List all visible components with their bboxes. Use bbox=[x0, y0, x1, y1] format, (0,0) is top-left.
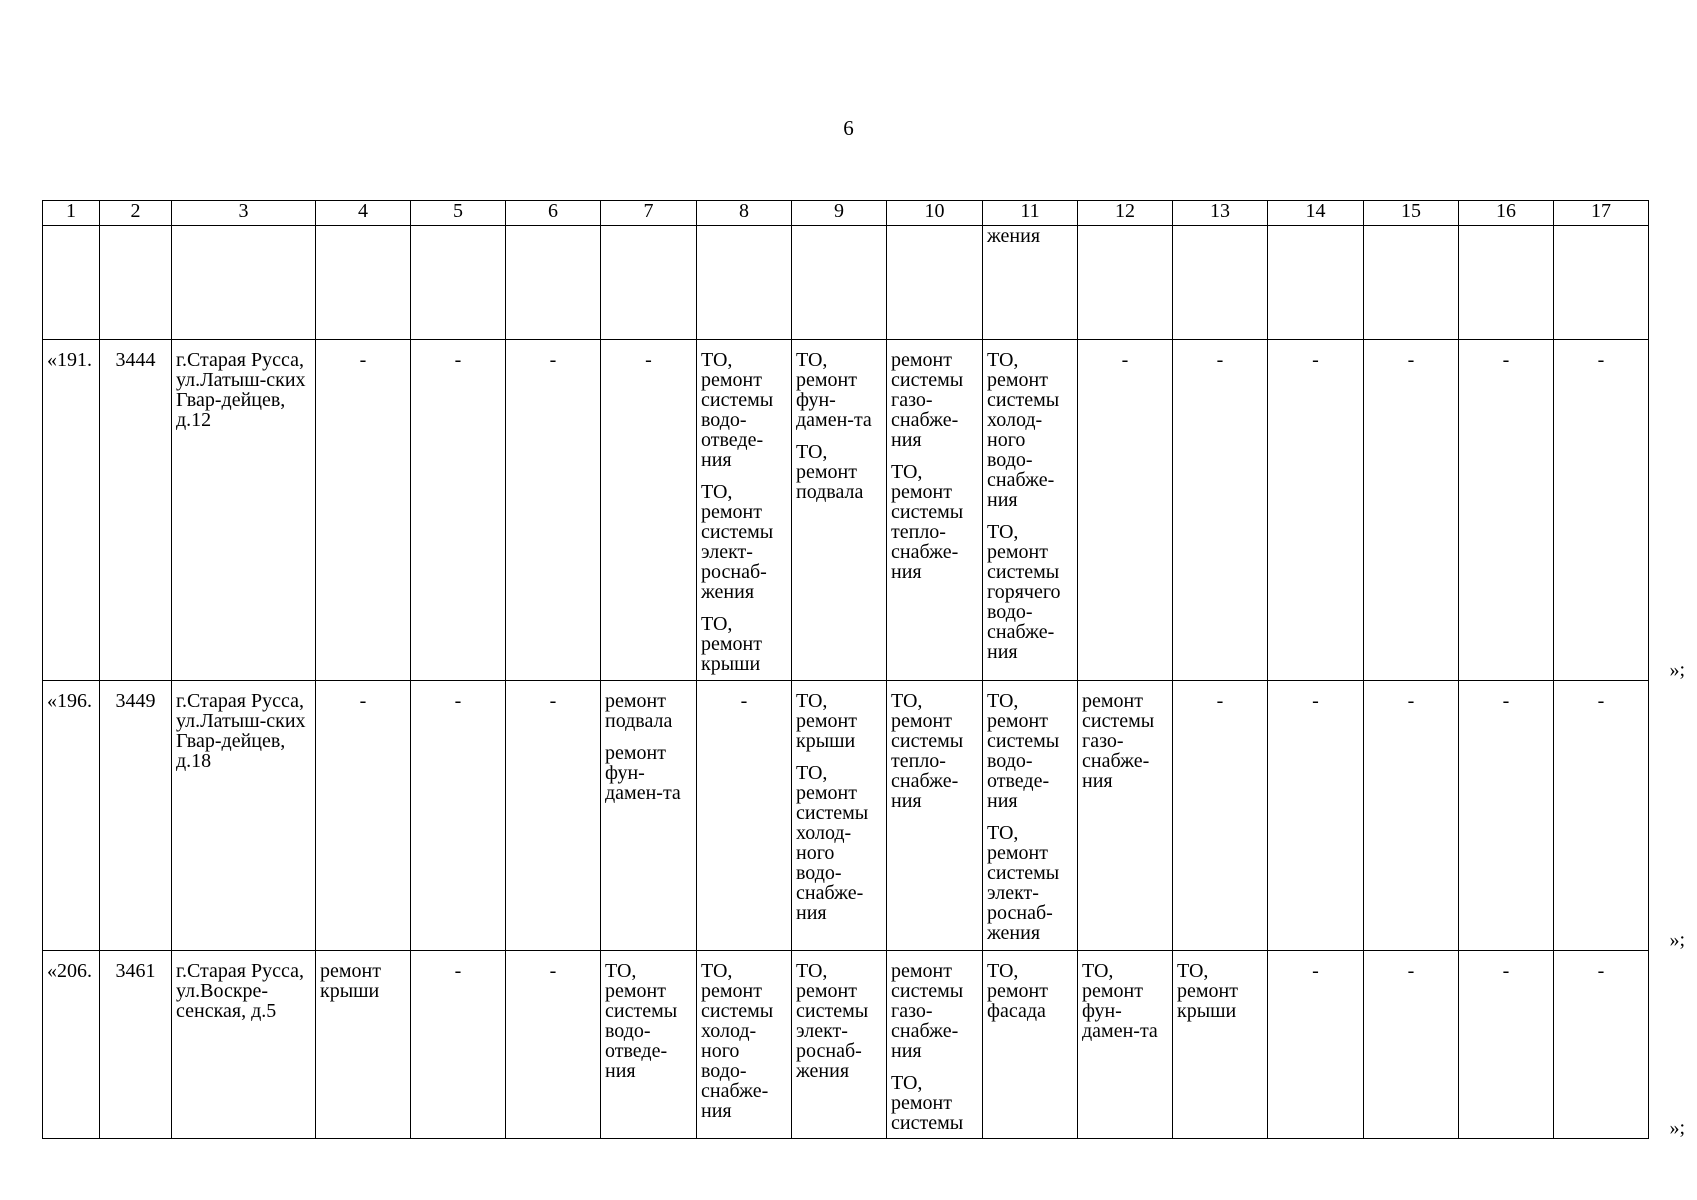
table-cell bbox=[506, 226, 601, 340]
cell-text: - bbox=[549, 960, 557, 982]
row-closing-quote: »; bbox=[1669, 929, 1685, 951]
cell-text: ТО, ремонт системы горячего водо-снабже-ния bbox=[987, 521, 1061, 663]
table-cell bbox=[601, 226, 697, 340]
cell-text: «206. bbox=[47, 960, 92, 982]
cell-text: - bbox=[1597, 349, 1605, 371]
table-cell bbox=[411, 681, 506, 951]
table-cell bbox=[506, 681, 601, 951]
table-cell bbox=[1554, 340, 1649, 681]
cell-text: - bbox=[1502, 960, 1510, 982]
cell-text: - bbox=[1597, 960, 1605, 982]
cell-text: - bbox=[645, 349, 652, 371]
row-closing-quote: »; bbox=[1669, 1117, 1685, 1139]
works-table bbox=[42, 200, 1649, 1139]
table-cell bbox=[1078, 681, 1173, 951]
header-cell: 4 bbox=[316, 201, 411, 226]
cell-text: ТО, ремонт системы элект-роснаб-жения bbox=[987, 822, 1060, 944]
header-cell: 2 bbox=[100, 201, 172, 226]
table-cell bbox=[983, 681, 1078, 951]
table-cell bbox=[100, 226, 172, 340]
table-cell bbox=[1173, 951, 1268, 1139]
header-cell: 12 bbox=[1078, 201, 1173, 226]
table-cell bbox=[601, 340, 697, 681]
header-cell: 13 bbox=[1173, 201, 1268, 226]
table-cell bbox=[100, 951, 172, 1139]
cell-text: - bbox=[359, 690, 367, 712]
table-cell bbox=[1459, 340, 1554, 681]
cell-text: 3444 bbox=[115, 349, 156, 371]
cell-text: - bbox=[454, 960, 462, 982]
table-row bbox=[43, 226, 1649, 340]
cell-text: ТО, ремонт системы водо-отведе-ния bbox=[605, 960, 678, 1082]
cell-text: ТО, ремонт системы bbox=[891, 1072, 964, 1134]
table-cell bbox=[601, 681, 697, 951]
table-cell bbox=[43, 681, 100, 951]
table-cell bbox=[1078, 951, 1173, 1139]
table-cell bbox=[983, 226, 1078, 340]
cell-text: ТО, ремонт системы тепло-снабже-ния bbox=[891, 461, 964, 583]
table-cell bbox=[887, 951, 983, 1139]
table-cell bbox=[792, 681, 887, 951]
header-cell: 17 bbox=[1554, 201, 1649, 226]
cell-text: ТО, ремонт крыши bbox=[796, 690, 857, 752]
table-cell bbox=[100, 340, 172, 681]
cell-text: - bbox=[1312, 349, 1319, 371]
cell-text: - bbox=[1121, 349, 1129, 371]
cell-text: - bbox=[1312, 960, 1319, 982]
table-cell bbox=[1173, 226, 1268, 340]
table-cell bbox=[1364, 681, 1459, 951]
header-cell: 10 bbox=[887, 201, 983, 226]
table-cell bbox=[792, 951, 887, 1139]
table-cell bbox=[1268, 340, 1364, 681]
cell-text: - bbox=[740, 690, 748, 712]
table-cell bbox=[43, 226, 100, 340]
table-cell bbox=[172, 340, 316, 681]
cell-text: - bbox=[1502, 690, 1510, 712]
cell-text: ТО, ремонт системы элект-роснаб-жения bbox=[796, 960, 869, 1082]
table-cell bbox=[1364, 340, 1459, 681]
cell-text: - bbox=[1407, 960, 1415, 982]
table-cell bbox=[1554, 226, 1649, 340]
cell-text: - bbox=[1597, 690, 1605, 712]
table-cell bbox=[1173, 681, 1268, 951]
table-cell bbox=[316, 226, 411, 340]
table-cell bbox=[887, 681, 983, 951]
cell-text: ТО, ремонт системы элект-роснаб-жения bbox=[701, 481, 774, 603]
cell-text: ТО, ремонт крыши bbox=[1177, 960, 1238, 1022]
table-cell bbox=[792, 226, 887, 340]
cell-text: ТО, ремонт фун-дамен-та bbox=[1082, 960, 1158, 1042]
table-cell bbox=[1459, 681, 1554, 951]
row-closing-quote: »; bbox=[1669, 659, 1685, 681]
table-row bbox=[43, 951, 1649, 1139]
table-cell bbox=[983, 951, 1078, 1139]
table-cell bbox=[1078, 226, 1173, 340]
header-cell: 15 bbox=[1364, 201, 1459, 226]
cell-text: - bbox=[359, 349, 367, 371]
cell-text: ТО, ремонт крыши bbox=[701, 613, 762, 675]
table-cell bbox=[316, 951, 411, 1139]
cell-text: 3449 bbox=[115, 690, 156, 712]
table-cell bbox=[887, 340, 983, 681]
table-cell bbox=[697, 681, 792, 951]
cell-text: - bbox=[1216, 349, 1224, 371]
table-cell bbox=[506, 340, 601, 681]
table-cell bbox=[792, 340, 887, 681]
table-cell bbox=[411, 340, 506, 681]
table-cell bbox=[100, 681, 172, 951]
cell-text: г.Старая Русса, ул.Латыш-ских Гвар-дейцев, д.12 bbox=[176, 349, 306, 431]
table-cell bbox=[1173, 340, 1268, 681]
cell-text: - bbox=[454, 690, 462, 712]
table-cell bbox=[697, 226, 792, 340]
table-cell bbox=[887, 226, 983, 340]
table-cell bbox=[1364, 951, 1459, 1139]
table-cell bbox=[1078, 340, 1173, 681]
table-cell bbox=[697, 951, 792, 1139]
cell-text: - bbox=[1312, 690, 1319, 712]
table-cell bbox=[1268, 681, 1364, 951]
header-cell: 1 bbox=[43, 201, 100, 226]
cell-text: г.Старая Русса, ул.Воскре-сенская, д.5 bbox=[176, 960, 304, 1022]
header-cell: 16 bbox=[1459, 201, 1554, 226]
cell-text: ТО, ремонт системы водо-отведе-ния bbox=[701, 349, 774, 471]
table-cell bbox=[316, 681, 411, 951]
table-cell bbox=[1554, 951, 1649, 1139]
cell-text: - bbox=[454, 349, 462, 371]
table-cell bbox=[411, 226, 506, 340]
header-cell: 5 bbox=[411, 201, 506, 226]
cell-text: ремонт системы газо-снабже-ния bbox=[891, 960, 964, 1062]
table-cell bbox=[697, 340, 792, 681]
cell-text: - bbox=[1407, 690, 1415, 712]
header-cell: 9 bbox=[792, 201, 887, 226]
cell-text: - bbox=[1216, 690, 1224, 712]
cell-text: ТО, ремонт системы холод-ного водо-снабже-ния bbox=[987, 349, 1060, 511]
cell-text: ТО, ремонт системы водо-отведе-ния bbox=[987, 690, 1060, 812]
cell-text: - bbox=[1502, 349, 1510, 371]
table-cell bbox=[316, 340, 411, 681]
cell-text: ремонт системы газо-снабже-ния bbox=[1082, 690, 1155, 792]
table-row bbox=[43, 340, 1649, 681]
table-cell bbox=[1268, 951, 1364, 1139]
table-cell bbox=[172, 226, 316, 340]
cell-text: ТО, ремонт системы холод-ного водо-снабже-ния bbox=[701, 960, 774, 1122]
cell-text: ТО, ремонт системы тепло-снабже-ния bbox=[891, 690, 964, 812]
table-cell bbox=[1268, 226, 1364, 340]
page-number: 6 bbox=[843, 116, 854, 140]
cell-text: ремонт фун-дамен-та bbox=[605, 742, 681, 804]
table-cell bbox=[983, 340, 1078, 681]
table-cell bbox=[411, 951, 506, 1139]
table-cell bbox=[1459, 951, 1554, 1139]
header-cell: 14 bbox=[1268, 201, 1364, 226]
header-cell: 11 bbox=[983, 201, 1078, 226]
header-cell: 6 bbox=[506, 201, 601, 226]
table-cell bbox=[172, 681, 316, 951]
table-row bbox=[43, 681, 1649, 951]
header-cell: 3 bbox=[172, 201, 316, 226]
cell-text: - bbox=[549, 690, 557, 712]
table-cell bbox=[43, 340, 100, 681]
cell-text: 3461 bbox=[115, 960, 156, 982]
table-cell bbox=[43, 951, 100, 1139]
header-cell: 8 bbox=[697, 201, 792, 226]
table-cell bbox=[172, 951, 316, 1139]
table-cell bbox=[601, 951, 697, 1139]
cell-text: ТО, ремонт подвала bbox=[796, 441, 864, 503]
cell-text: ремонт системы газо-снабже-ния bbox=[891, 349, 964, 451]
cell-text: г.Старая Русса, ул.Латыш-ских Гвар-дейцев, д.18 bbox=[176, 690, 306, 772]
cell-text: «196. bbox=[47, 690, 92, 712]
cell-text: - bbox=[1407, 349, 1415, 371]
header-cell: 7 bbox=[601, 201, 697, 226]
table-cell bbox=[1364, 226, 1459, 340]
table-cell bbox=[506, 951, 601, 1139]
cell-text: ремонт крыши bbox=[320, 960, 381, 1002]
cell-text: «191. bbox=[47, 349, 92, 371]
cell-text: - bbox=[549, 349, 557, 371]
cell-text: ремонт подвала bbox=[605, 690, 673, 732]
cell-text: жения bbox=[987, 225, 1041, 247]
table-cell bbox=[1554, 681, 1649, 951]
cell-text: ТО, ремонт фасада bbox=[987, 960, 1048, 1022]
table-cell bbox=[1459, 226, 1554, 340]
cell-text: ТО, ремонт фун-дамен-та bbox=[796, 349, 872, 431]
cell-text: ТО, ремонт системы холод-ного водо-снабже-ния bbox=[796, 762, 869, 924]
header-row bbox=[43, 201, 1649, 226]
